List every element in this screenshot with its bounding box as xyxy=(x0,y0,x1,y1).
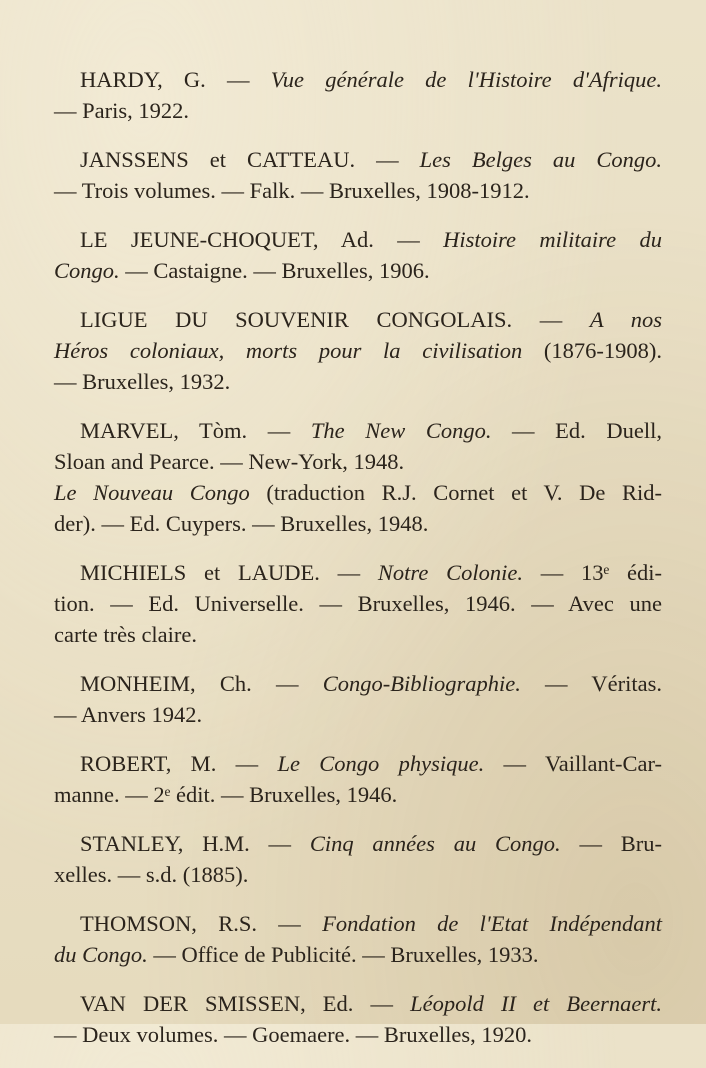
entry-line: — Anvers 1942. xyxy=(54,702,203,727)
entry-line: — Paris, 1922. xyxy=(54,98,189,123)
entry-line: Congo. — Castaigne. — Bruxelles, 1906. xyxy=(54,258,430,283)
bibliography-entry xyxy=(54,64,662,126)
bibliography-entry xyxy=(54,415,662,539)
bibliography-entry xyxy=(54,224,662,286)
entry-line: du Congo. — Office de Publicité. — Bruxelles, 1933. xyxy=(54,942,539,967)
entry-line: LIGUE DU SOUVENIR CONGOLAIS. — A nos xyxy=(80,307,662,332)
entry-line: xelles. — s.d. (1885). xyxy=(54,862,249,887)
bibliography-entry xyxy=(54,988,662,1050)
bibliography-entry xyxy=(54,748,662,810)
entry-line: LE JEUNE-CHOQUET, Ad. — Histoire militaire du xyxy=(80,227,662,252)
entry-line: tion. — Ed. Universelle. — Bruxelles, 1946. — Avec une xyxy=(54,591,662,616)
entry-line: Le Nouveau Congo (traduction R.J. Cornet et V. De Rid- xyxy=(54,480,662,505)
entry-line: VAN DER SMISSEN, Ed. — Léopold II et Beernaert. xyxy=(80,991,662,1016)
bibliography-entry xyxy=(54,668,662,730)
bibliography-entry xyxy=(54,908,663,970)
bibliography-entry xyxy=(54,557,663,650)
bibliography-entry xyxy=(54,828,662,890)
entry-line: der). — Ed. Cuypers. — Bruxelles, 1948. xyxy=(54,511,429,536)
entry-line: — Deux volumes. — Goemaere. — Bruxelles, 1920. xyxy=(54,1022,533,1047)
entry-line: MARVEL, Tòm. — The New Congo. — Ed. Duell, xyxy=(80,418,662,443)
entry-line: HARDY, G. — Vue générale de l'Histoire d'Afrique. xyxy=(80,67,662,92)
entry-line: ROBERT, M. — Le Congo physique. — Vaillant-Car- xyxy=(80,751,662,776)
entry-line: — Trois volumes. — Falk. — Bruxelles, 1908-1912. xyxy=(54,178,530,203)
entry-line: manne. — 2ᵉ édit. — Bruxelles, 1946. xyxy=(54,782,398,807)
entry-line: THOMSON, R.S. — Fondation de l'Etat Indépendant xyxy=(80,911,663,936)
entry-line: MICHIELS et LAUDE. — Notre Colonie. — 13ᵉ édi- xyxy=(80,560,663,585)
entry-line: MONHEIM, Ch. — Congo-Bibliographie. — Véritas. xyxy=(80,671,662,696)
entry-line: Héros coloniaux, morts pour la civilisation (1876-1908). xyxy=(54,338,662,363)
entry-line: Sloan and Pearce. — New-York, 1948. xyxy=(54,449,405,474)
entry-line: — Bruxelles, 1932. xyxy=(54,369,231,394)
bibliography-page xyxy=(54,64,663,1068)
bibliography-entry xyxy=(54,144,662,206)
bibliography-entry xyxy=(54,304,662,397)
entry-line: JANSSENS et CATTEAU. — Les Belges au Congo. xyxy=(80,147,662,172)
entry-line: STANLEY, H.M. — Cinq années au Congo. — Bru- xyxy=(80,831,662,856)
entry-line: carte très claire. xyxy=(54,622,198,647)
